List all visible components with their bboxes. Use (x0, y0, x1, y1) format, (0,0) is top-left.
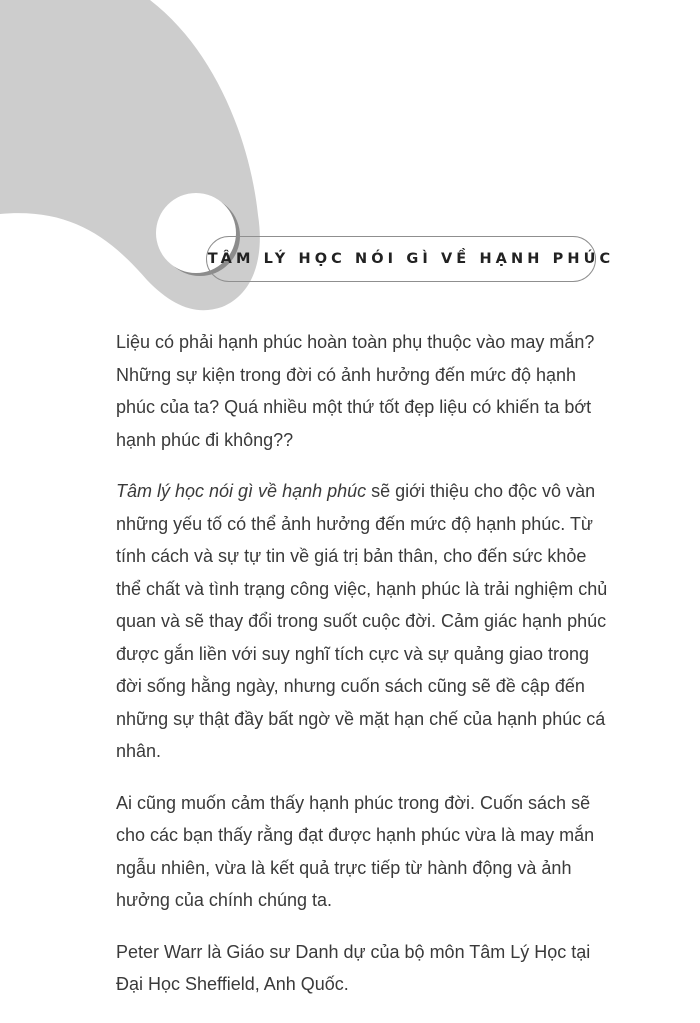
paragraph-intro (116, 475, 616, 768)
intro-text: sẽ giới thiệu cho độc vô vàn những yếu tố có thể ảnh hưởng đến mức độ hạnh phúc. Từ tính cách và sự tự tin về giá trị bản thân, cho đến sức khỏe thể chất và tình trạng công việc, hạnh phúc là trải nghiệm chủ quan và sẽ thay đổi trong suốt cuộc đời. Cảm giác hạnh phúc được gắn liền với suy nghĩ tích cực và sự quảng giao trong đời sống hằng ngày, nhưng cuốn sách cũng sẽ đề cập đến những sự thật đầy bất ngờ về mặt hạn chế của hạnh phúc cá nhân. (116, 481, 608, 761)
paragraph-conclusion: Ai cũng muốn cảm thấy hạnh phúc trong đời. Cuốn sách sẽ cho các bạn thấy rằng đạt được hạnh phúc vừa là may mắn ngẫu nhiên, vừa là kết quả trực tiếp từ hành động và ảnh hưởng của chính chúng ta. (116, 792, 595, 910)
author-bio: Peter Warr là Giáo sư Danh dự của bộ môn Tâm Lý Học tại Đại Học Sheffield, Anh Quốc. (116, 941, 591, 994)
paragraph-questions: Liệu có phải hạnh phúc hoàn toàn phụ thuộc vào may mắn? Những sự kiện trong đời có ảnh hưởng đến mức độ hạnh phúc của ta? Quá nhiều một thứ tốt đẹp liệu có khiến ta bớt hạnh phúc đi không?? (116, 332, 595, 450)
blurb-text (116, 326, 616, 1019)
book-title-italic: Tâm lý học nói gì về hạnh phúc (116, 481, 367, 501)
page-title: TÂM LÝ HỌC NÓI GÌ VỀ HẠNH PHÚC (207, 251, 615, 267)
title-banner (206, 236, 615, 282)
